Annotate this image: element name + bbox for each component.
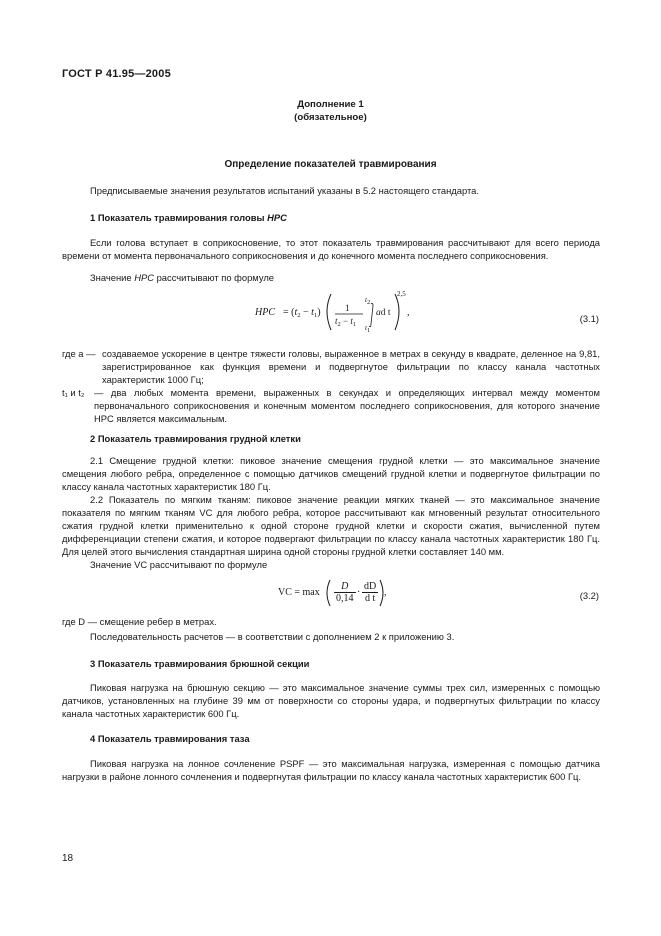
section-4-paragraph-1: Пиковая нагрузка на лонное сочленение PSPF — это максимальная нагрузка, измеренная с помощью датчика нагрузки в районе лонного сочленения и подвергнутая фильтрации по классу канала частотных характеристик 600 Гц. xyxy=(62,758,600,782)
formula-number-3-2: (3.2) xyxy=(579,590,599,601)
formula-number-3-1: (3.1) xyxy=(579,313,599,324)
formula-hpc-lhs: HPC xyxy=(255,307,275,318)
section-1-heading xyxy=(62,211,600,224)
formula-vc-frac1-den: 0,14 xyxy=(336,593,354,604)
appendix-heading xyxy=(0,98,661,124)
section-1-p2-abbr: HPC xyxy=(134,272,154,283)
formula-hpc-time-diff: = $(t_2 - t_1)$ xyxy=(283,307,321,319)
section-1-paragraph-1: Если голова вступает в соприкосновение, то этот показатель травмирования рассчитывают для всего периода времени от момента первоначального соприкосновения и до конечного момента последнего соприкосновения. xyxy=(62,237,600,261)
section-2-paragraph-3: Значение VC рассчитывают по формуле xyxy=(90,559,268,570)
section-1-p2-text-b: рассчитывают по формуле xyxy=(153,272,275,283)
section-3-heading: 3 Показатель травмирования брюшной секции xyxy=(90,658,310,669)
formula-hpc-frac-num: 1 xyxy=(345,303,350,313)
formula-vc-frac2 xyxy=(362,581,378,604)
section-1-heading-abbr: HPC xyxy=(267,212,287,223)
formula-hpc-exponent: 2,5 xyxy=(397,290,406,298)
formula-vc-frac1 xyxy=(334,581,356,604)
section-1-paragraph-2 xyxy=(62,271,600,284)
section-1-p2-text-a: Значение xyxy=(90,272,135,283)
where-t-label: t₁ и t₂ xyxy=(62,387,85,398)
section-2-paragraph-2: 2.2 Показатель по мягким тканям: пиковое значение реакции мягких тканей — это максимальное значение показателя по мягким тканям VC для любого ребра, которое рассчитывают как мгновенный результат относительного сжатия грудной клетки применительно к одной стороне грудной клетки и скорости сжатия, вычисленной путем дифференциации степени сжатия, и которое подвергают фильтрации по классу канала частотных характеристик 180 Гц. Для целей этого вычисления стандартная ширина одной стороны грудной клетки составляет 140 мм. xyxy=(62,494,600,557)
page-number: 18 xyxy=(62,853,74,864)
intro-paragraph: Предписываемые значения результатов испытаний указаны в 5.2 настоящего стандарта. xyxy=(90,185,479,196)
formula-hpc-upper-limit: $t_2$ xyxy=(365,296,371,306)
where-a-text: создаваемое ускорение в центре тяжести головы, выраженное в метрах в секунду в квадрате, деленное на 9,81, зарегистрированное как функция времени и подвергнутое фильтрации по классу канала частотных характеристик 1000 Гц; xyxy=(102,348,600,385)
formula-vc xyxy=(278,578,428,610)
formula-vc-lhs: VC = max xyxy=(278,587,320,598)
formula-vc-dot: · xyxy=(357,587,361,598)
formula-hpc-comma: , xyxy=(407,307,410,318)
formula-vc-comma: , xyxy=(384,587,387,598)
section-2-heading: 2 Показатель травмирования грудной клетки xyxy=(90,433,301,444)
formula-hpc-frac-den: $t_2 - t_1$ xyxy=(335,316,357,328)
section-3-paragraph-1: Пиковая нагрузка на брюшную секцию — это максимальное значение суммы трех сил, измеренных с помощью датчиков, установленных на глубине 39 мм от поверхности со стороны удара, и подвергнутых фильтрации по классу канала частотных характеристик 600 Гц. xyxy=(62,682,600,719)
sequence-note: Последовательность расчетов — в соответствии с дополнением 2 к приложению 3. xyxy=(90,631,455,642)
formula-vc-frac2-num: dD xyxy=(364,581,377,592)
appendix-title: Дополнение 1 xyxy=(297,99,364,110)
main-title: Определение показателей травмирования xyxy=(224,159,437,170)
where-t-text: — два любых момента времени, выраженных в секундах и определяющих интервал между моментом первоначального соприкосновения и конечным моментом последнего соприкосновения, для которого значение HPC является максимальным. xyxy=(94,387,600,424)
section-2-paragraph-1: 2.1 Смещение грудной клетки: пиковое значение смещения грудной клетки — это максимальное значение смещения любого ребра, определенное с помощью датчиков смещений грудной клетки и подвергнутое фильтрации по классу канала частотных характеристик 180 Гц. xyxy=(62,455,600,492)
where-d-text: где D — смещение ребер в метрах. xyxy=(62,616,217,627)
formula-hpc xyxy=(255,286,425,338)
section-1-heading-text: 1 Показатель травмирования головы xyxy=(90,212,268,223)
document-code: ГОСТ Р 41.95—2005 xyxy=(62,68,171,80)
formula-hpc-lower-limit: $t_1$ xyxy=(365,324,371,334)
where-a-label: где a — xyxy=(62,348,96,359)
formula-vc-frac1-num: D xyxy=(334,581,356,593)
formula-vc-frac2-den: d t xyxy=(364,593,376,604)
formula-hpc-integrand: ad t xyxy=(376,308,391,318)
appendix-subtitle: (обязательное) xyxy=(294,112,367,123)
section-4-heading: 4 Показатель травмирования таза xyxy=(90,733,250,744)
